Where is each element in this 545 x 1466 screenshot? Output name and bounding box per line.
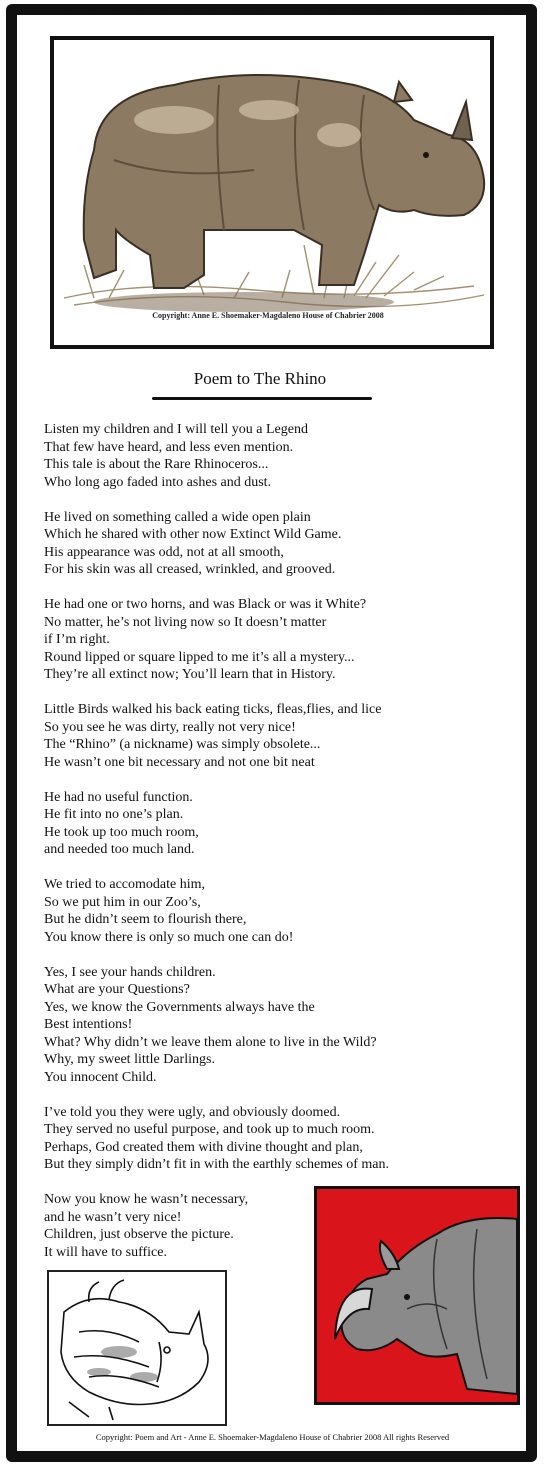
poem-line: He fit into no one’s plan. [44,807,184,822]
poem-line: We tried to accomodate him, [44,877,205,892]
poem-line: He took up too much room, [44,824,199,840]
poem-line: Which he shared with other now Extinct Wild Game. [44,527,342,542]
poem-stanza [44,596,504,684]
poem-line: and needed too much land. [44,842,195,857]
illustration-copyright: Copyright: Anne E. Shoemaker-Magdaleno House of Chabrier 2008 [152,311,384,320]
poem-line: It will have to suffice. [44,1244,167,1260]
footer-copyright: Copyright: Poem and Art - Anne E. Shoemaker-Magdaleno House of Chabrier 2008 All rights Reserved [95,1432,450,1442]
poem-body [44,421,504,1279]
ear-red [380,1241,399,1269]
poem-line: He wasn’t one bit necessary and not one bit neat [44,754,315,770]
poem-line: You know there is only so much one can do! [44,929,294,945]
poem-line: You innocent Child. [44,1069,157,1085]
rhino-ear [394,82,412,102]
poem-line: if I’m right. [44,632,110,647]
poem-line: Round lipped or square lipped to me it’s all a mystery... [44,649,355,665]
poem-line: This tale is about the Rare Rhinoceros... [44,457,269,472]
poem-stanza [44,421,504,491]
poem-line: What? Why didn’t we leave them alone to live in the Wild? [44,1034,377,1050]
poem-line: I’ve told you they were ugly, and obviously doomed. [44,1104,341,1120]
ground-shadow [94,292,394,312]
poem-line: For his skin was all creased, wrinkled, and grooved. [44,562,336,577]
poem-stanza [44,701,504,771]
poem-line: Best intentions! [44,1017,133,1032]
poem-title: Poem to The Rhino [193,369,327,388]
poem-line: Why, my sweet little Darlings. [44,1052,215,1067]
rhino-illustration-red [314,1186,520,1405]
rhino-sketch-drawing [49,1272,225,1424]
poem-line: No matter, he’s not living now so It doesn’t matter [44,614,327,630]
poem-line: Perhaps, God created them with divine thought and plan, [44,1139,363,1155]
rhino-illustration-top [50,36,494,349]
poem-line: His appearance was odd, not at all smooth, [44,544,284,560]
poem-line: But he didn’t seem to flourish there, [44,912,247,927]
poem-line: Children, just observe the picture. [44,1227,234,1242]
poem-line: Listen my children and I will tell you a Legend [44,422,308,437]
rhino-head-red-drawing [317,1189,517,1402]
poem-line: So you see he was dirty, really not very nice! [44,719,296,735]
poem-stanza [44,964,504,1087]
poem-line: He had one or two horns, and was Black or was it White? [44,597,367,612]
poem-line: So we put him in our Zoo’s, [44,894,201,910]
poem-line: Now you know he wasn’t necessary, [44,1192,249,1207]
poem-line: Little Birds walked his back eating ticks, fleas,flies, and lice [44,702,382,717]
rhino-drawing [54,40,490,345]
poem-stanza [44,789,504,859]
rhino-eye [423,152,429,158]
poem-line: That few have heard, and less even mention. [44,439,294,455]
rhino-sketch-illustration [47,1270,227,1426]
poem-line: He lived on something called a wide open plain [44,509,311,525]
poem-line: The “Rhino” (a nickname) was simply obsolete... [44,737,321,752]
poem-line: and he wasn’t very nice! [44,1209,182,1225]
rhino-horn [452,102,472,140]
poem-line: Yes, we know the Governments always have the [44,999,315,1015]
poem-stanza [44,1104,504,1174]
poem-stanza [44,509,504,579]
poem-stanza [44,876,504,946]
title-underline [152,397,372,400]
eye-red [404,1294,410,1300]
poem-line: He had no useful function. [44,789,193,805]
poem-line: Who long ago faded into ashes and dust. [44,474,272,490]
poem-line: What are your Questions? [44,982,190,997]
poem-line: They served no useful purpose, and took up to much room. [44,1122,375,1137]
poem-line: They’re all extinct now; You’ll learn that in History. [44,667,336,682]
poem-line: Yes, I see your hands children. [44,964,216,980]
poem-line: But they simply didn’t fit in with the earthly schemes of man. [44,1157,390,1172]
